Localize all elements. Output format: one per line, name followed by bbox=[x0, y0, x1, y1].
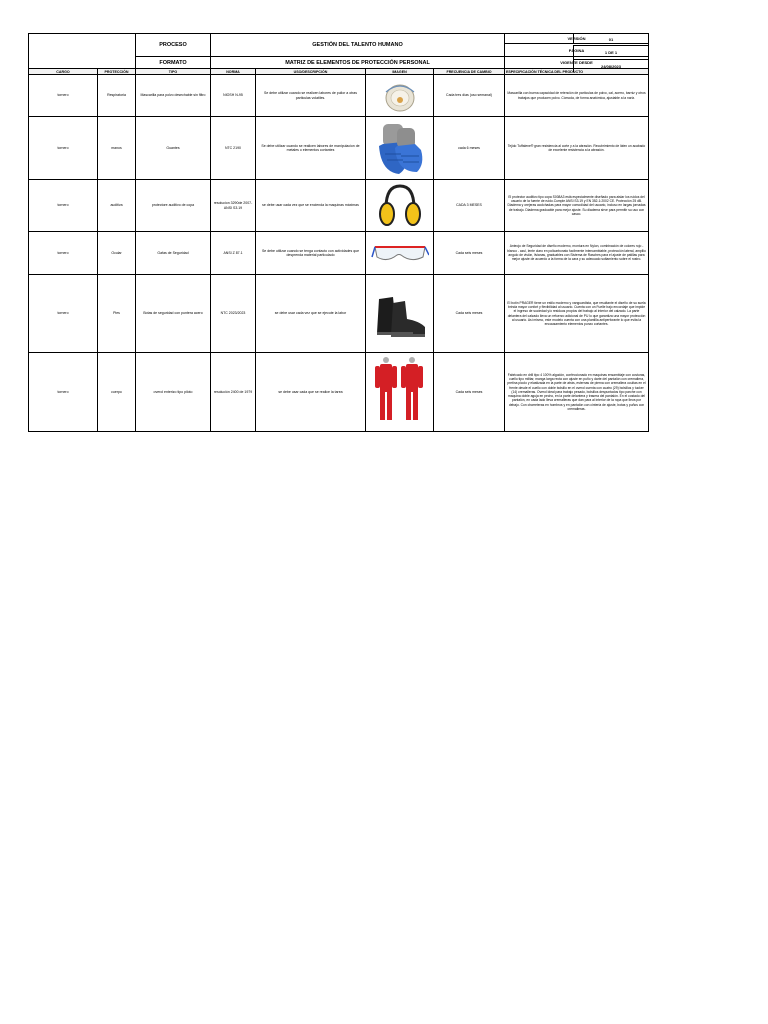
col-tipo: TIPO bbox=[136, 69, 211, 75]
tipo-cell: overol enterizo tipo piloto bbox=[136, 353, 211, 432]
col-frecuencia: FRECUENCIA DE CAMBIO bbox=[434, 69, 505, 75]
version-value-cell: 01 bbox=[573, 34, 648, 44]
pagina-value-cell: 1 DE 1 bbox=[573, 45, 648, 59]
ppe-matrix-table bbox=[28, 33, 649, 432]
vigente-label: VIGENTE DESDE bbox=[505, 57, 649, 69]
pagina-label: PÁGINA bbox=[505, 44, 649, 57]
uso-cell: se debe usar cada vez que se encienda la maquinas máximas bbox=[256, 180, 366, 232]
proteccion-cell: cuerpo bbox=[98, 353, 136, 432]
tipo-cell: Gafas de Seguridad bbox=[136, 232, 211, 275]
table-row bbox=[29, 180, 649, 232]
tipo-cell: Mascarilla para polvo desechable sin filtro bbox=[136, 75, 211, 117]
col-cargo: CARGO bbox=[29, 69, 98, 75]
table-row bbox=[29, 275, 649, 353]
uso-cell: se debe usar cada vez que se ejecute la labor bbox=[256, 275, 366, 353]
proteccion-cell: Respiratoria bbox=[98, 75, 136, 117]
especificacion-cell: Tejido Tuffalene® gran resistencia al corte y a la abrasión. Recubrimiento de látex un acabado de excelente resistencia a la abrasión. bbox=[505, 117, 649, 180]
proteccion-cell: auditiva bbox=[98, 180, 136, 232]
col-uso: USO/DESCRIPCIÓN bbox=[256, 69, 366, 75]
formato-value: MATRIZ DE ELEMENTOS DE PROTECCIÓN PERSONAL bbox=[211, 57, 505, 69]
cargo-cell: tornero bbox=[29, 117, 98, 180]
proteccion-cell: Ocular bbox=[98, 232, 136, 275]
norma-cell: resolucion 3290de 2007-ANSI S3.19 bbox=[211, 180, 256, 232]
gloves-image bbox=[373, 120, 427, 176]
uso-cell: Se debe utilizar cuando se tenga contacto con actividades que desprenda material particulado bbox=[256, 232, 366, 275]
frecuencia-cell: Cada seis meses bbox=[434, 353, 505, 432]
col-imagen: IMAGEN bbox=[366, 69, 434, 75]
mask-image bbox=[378, 78, 422, 114]
coverall-image bbox=[372, 356, 428, 428]
especificacion-cell: Fabricado en drill tipo 4 100% algodón, confeccionado en maquinas ensamblaje con costuras, cuello tipo militar, manga larga recta con ajuste en puño y darte del pantalón con cremallera, pretina picolo y elastizada en la parte de atrás, esternas de pierna con cremallera ocultas en el frente desde el cuello con doble bolsillo en el overol cuenta con cuatro (29) bolsillos y tucker (14) cremalleras. Overol ideal para trabajo pesado, bolsillos despuntados tipo parche con maquina doble aguja en pecho, en la parte delantera y trasera del pantalón. En el costado del pantalón, en cada lado lleva cremalleras que dan para al interior de la ropa que lleva por debajo. Con charreteras en hombros y en pantalón con cintería de ajuste, botas y puños con cremalleras. bbox=[505, 353, 649, 432]
frecuencia-cell: cada 6 meses bbox=[434, 117, 505, 180]
especificacion-cell: El botín PRAGER tiene un estilo moderno y vanguardista, que resultante el diseño de su suela brinda mayor confort y flexibilidad al usuario. Cuenta con un Fuelle bajo encordaje que impide el ingreso de suciedad y/o residuos propios del trabajo al interior del calzado. La parte delantera del calzado lleva un refuerzo adicional de PU lo que garantiza una mayor protección al usuario. Así mismo, este modelo cuenta con una plantilla antiperforante lo que evita la encausamiento elementos punzo cortantes. bbox=[505, 275, 649, 353]
tipo-cell: protectore auditivo de copa bbox=[136, 180, 211, 232]
norma-cell: resolución 2400 de 1979 bbox=[211, 353, 256, 432]
col-proteccion: PROTECCIÓN bbox=[98, 69, 136, 75]
norma-cell: NTC 2190 bbox=[211, 117, 256, 180]
especificacion-cell: Anteojo de Seguridad de diseño moderno, montura en Nylon, combinación de colores rojo - blanco - azul, lente claro en policarbonato facilmente intercambiable, protección lateral, ampllio angulo de visión, livianas, graduables con Sistema de Rasches para el ajuste de patillas para mejor ajuste de acuerdo a la forma de la cara y su adecuado soltamiento sobre el rostro. bbox=[505, 232, 649, 275]
proteccion-cell: Pies bbox=[98, 275, 136, 353]
table-row bbox=[29, 75, 649, 117]
proteccion-cell: manos bbox=[98, 117, 136, 180]
frecuencia-cell: Cada tres días (uso semanal) bbox=[434, 75, 505, 117]
cargo-cell: tornero bbox=[29, 180, 98, 232]
cargo-cell: tornero bbox=[29, 232, 98, 275]
proceso-label: PROCESO bbox=[136, 34, 211, 57]
version-label: VERSIÓN bbox=[505, 34, 649, 44]
col-especificacion: ESPECIFICACIÓN TÉCNICA DEL PRODUCTO bbox=[505, 69, 649, 75]
table-row bbox=[29, 353, 649, 432]
frecuencia-cell: Cada seis meses bbox=[434, 232, 505, 275]
norma-cell: NTC 2023/2023 bbox=[211, 275, 256, 353]
norma-cell: ANSI Z 87.1 bbox=[211, 232, 256, 275]
cargo-cell: tornero bbox=[29, 353, 98, 432]
vigente-value-cell: 24/08/2023 bbox=[573, 59, 648, 72]
logo-area bbox=[29, 34, 136, 69]
uso-cell: Se debe utilizar cuando se realicen labores de pulior a otras particulas volatiles. bbox=[256, 75, 366, 117]
cargo-cell: tornero bbox=[29, 275, 98, 353]
cargo-cell: tornero bbox=[29, 75, 98, 117]
col-norma: NORMA bbox=[211, 69, 256, 75]
uso-cell: se debe usar cada que se realice la tarea bbox=[256, 353, 366, 432]
uso-cell: Se debe utilizar cuando se realicen labores de manipulacion de metales o elementos cortantes bbox=[256, 117, 366, 180]
formato-label: FORMATO bbox=[136, 57, 211, 69]
norma-cell: NIOSH N-95 bbox=[211, 75, 256, 117]
table-row bbox=[29, 117, 649, 180]
proceso-value: GESTIÓN DEL TALENTO HUMANO bbox=[211, 34, 505, 57]
safety-boots-image bbox=[373, 289, 427, 339]
especificacion-cell: Mascarilla con buena capacidad de retención de partículas de polvo, cal, acerro, barniz y otros trabajos que producen polvo. Cómoda, de forma anatómica, ajustable a la nariz. bbox=[505, 75, 649, 117]
especificacion-cell: El protector auditivo tipo copa S008A3 está especialmente diseñado para aislar los ruidos del usuario de la fuente de ruido.Cumple ANSI S3.19 y EN 352-1:2002 CE. Protección 25 dB. Diadema y orejeras acolchadas para mayor comodidad del usuario, incluso en largas jornadas de trabajo. Diadema graduable para mejor ajuste. Su diadema sirve para permitir su uso con casco. bbox=[505, 180, 649, 232]
frecuencia-cell: CADA 3 MESES bbox=[434, 180, 505, 232]
frecuencia-cell: Cada seis meses bbox=[434, 275, 505, 353]
table-row bbox=[29, 232, 649, 275]
tipo-cell: Botas de seguridad con puntera acero bbox=[136, 275, 211, 353]
safety-glasses-image bbox=[371, 239, 429, 267]
earmuffs-image bbox=[376, 182, 424, 230]
tipo-cell: Guantes bbox=[136, 117, 211, 180]
